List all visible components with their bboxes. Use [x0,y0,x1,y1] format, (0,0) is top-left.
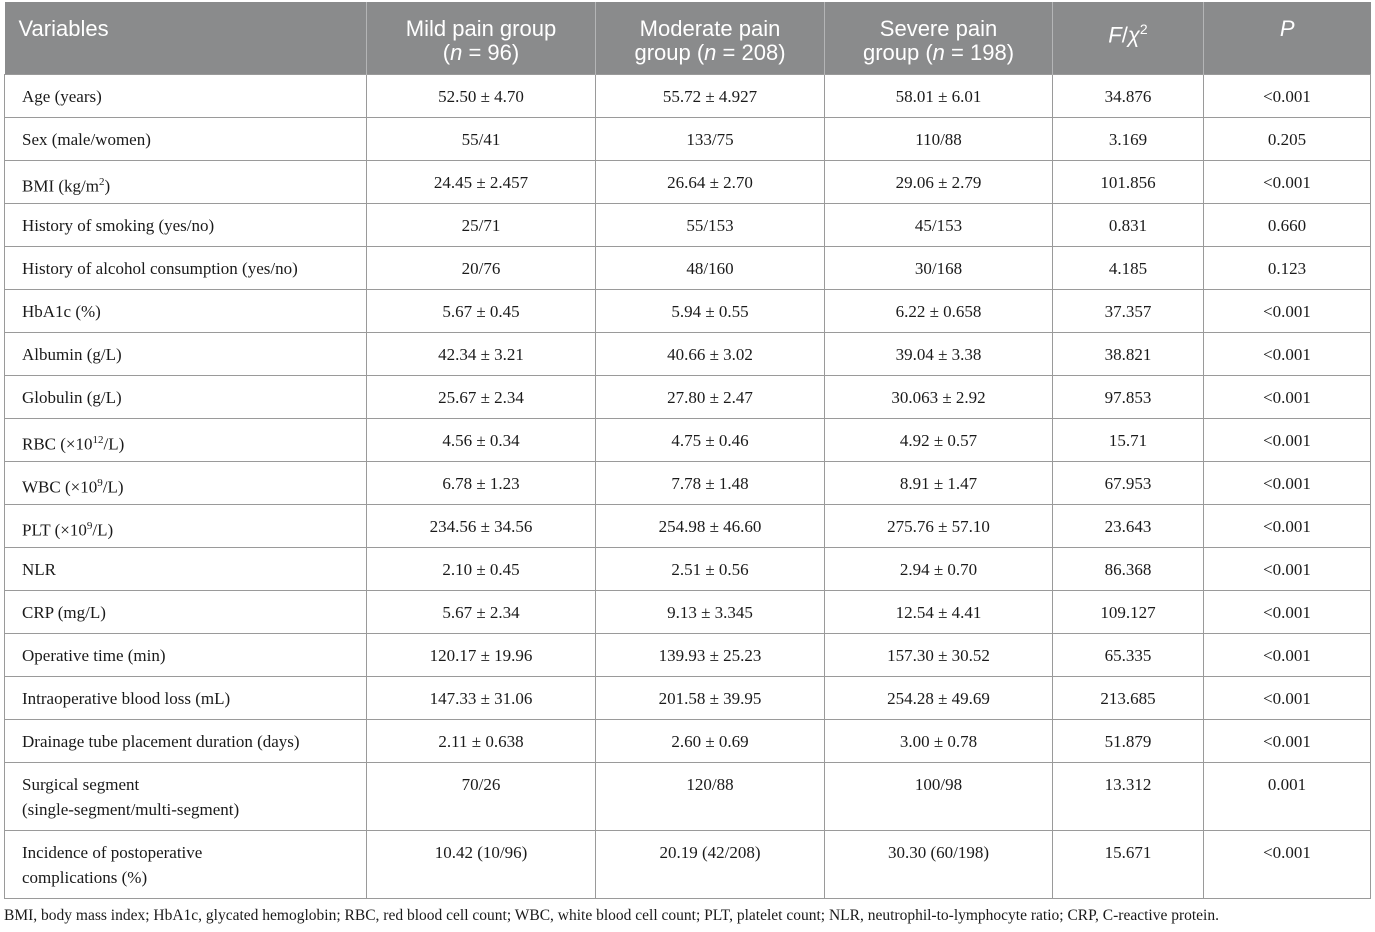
cell-p-value: 0.123 [1204,246,1371,289]
table-row [5,203,1371,246]
row-label: PLT $(\times 10^9/L)$ [5,504,367,547]
cell-statistic: 34.876 [1053,74,1204,117]
cell-mild: 24.45 ± 2.457 [367,160,596,203]
table-row [5,590,1371,633]
table-row [5,762,1371,830]
cell-severe: 157.30 ± 30.52 [825,633,1053,676]
cell-moderate: 27.80 ± 2.47 [596,375,825,418]
cell-p-value: <0.001 [1204,547,1371,590]
cell-severe: 39.04 ± 3.38 [825,332,1053,375]
cell-moderate: 55/153 [596,203,825,246]
row-label: Intraoperative blood loss (mL) [5,676,367,719]
cell-moderate: 4.75 ± 0.46 [596,418,825,461]
table-footnote: BMI, body mass index; HbA1c, glycated hemoglobin; RBC, red blood cell count; WBC, white blood cell count; PLT, platelet count; NLR, neutrophil-to-lymphocyte ratio; CRP, C-reactive protein. [4,906,1219,924]
row-label: HbA1c (%) [5,289,367,332]
cell-statistic: 51.879 [1053,719,1204,762]
table-row [5,830,1371,898]
row-label: Drainage tube placement duration (days) [5,719,367,762]
row-label: History of alcohol consumption (yes/no) [5,246,367,289]
cell-mild: 4.56 ± 0.34 [367,418,596,461]
cell-statistic: 86.368 [1053,547,1204,590]
cell-p-value: <0.001 [1204,332,1371,375]
cell-moderate: 55.72 ± 4.927 [596,74,825,117]
table-row [5,375,1371,418]
cell-statistic: 65.335 [1053,633,1204,676]
cell-statistic: 213.685 [1053,676,1204,719]
table-row [5,117,1371,160]
cell-moderate: 254.98 ± 46.60 [596,504,825,547]
row-label: Globulin (g/L) [5,375,367,418]
row-label: Incidence of postoperative complications (%) [5,830,367,898]
cell-p-value: <0.001 [1204,633,1371,676]
cell-moderate: 139.93 ± 25.23 [596,633,825,676]
cell-severe: 30/168 [825,246,1053,289]
cell-statistic: 23.643 [1053,504,1204,547]
cell-p-value: 0.205 [1204,117,1371,160]
header-mild: Mild pain group (n = 96) [367,2,596,74]
cell-statistic: 38.821 [1053,332,1204,375]
cell-mild: 25/71 [367,203,596,246]
table-row [5,160,1371,203]
cell-mild: 25.67 ± 2.34 [367,375,596,418]
cell-p-value: <0.001 [1204,590,1371,633]
header-statistic: $F/\chi^2$ [1053,2,1204,74]
cell-moderate: 26.64 ± 2.70 [596,160,825,203]
cell-statistic: 37.357 [1053,289,1204,332]
cell-severe: 30.063 ± 2.92 [825,375,1053,418]
cell-severe: 110/88 [825,117,1053,160]
cell-mild: 147.33 ± 31.06 [367,676,596,719]
table-row [5,676,1371,719]
table-row [5,332,1371,375]
cell-moderate: 133/75 [596,117,825,160]
cell-severe: 29.06 ± 2.79 [825,160,1053,203]
table-row [5,461,1371,504]
table-row [5,719,1371,762]
cell-statistic: 0.831 [1053,203,1204,246]
cell-p-value: <0.001 [1204,676,1371,719]
row-label: WBC $(\times 10^9/L)$ [5,461,367,504]
cell-severe: 8.91 ± 1.47 [825,461,1053,504]
cell-p-value: <0.001 [1204,719,1371,762]
cell-moderate: 48/160 [596,246,825,289]
cell-moderate: 120/88 [596,762,825,830]
table-row [5,504,1371,547]
cell-p-value: <0.001 [1204,830,1371,898]
row-label: History of smoking (yes/no) [5,203,367,246]
cell-severe: 2.94 ± 0.70 [825,547,1053,590]
cell-p-value: <0.001 [1204,160,1371,203]
row-label: Age (years) [5,74,367,117]
cell-severe: 254.28 ± 49.69 [825,676,1053,719]
cell-p-value: <0.001 [1204,504,1371,547]
cell-severe: 12.54 ± 4.41 [825,590,1053,633]
table-row [5,633,1371,676]
cell-mild: 120.17 ± 19.96 [367,633,596,676]
cell-mild: 70/26 [367,762,596,830]
cell-moderate: 40.66 ± 3.02 [596,332,825,375]
cell-severe: 3.00 ± 0.78 [825,719,1053,762]
cell-mild: 2.10 ± 0.45 [367,547,596,590]
data-table [4,2,1371,899]
cell-severe: 275.76 ± 57.10 [825,504,1053,547]
row-label: Albumin (g/L) [5,332,367,375]
cell-statistic: 67.953 [1053,461,1204,504]
cell-statistic: 101.856 [1053,160,1204,203]
cell-severe: 6.22 ± 0.658 [825,289,1053,332]
header-row [5,2,1371,74]
cell-p-value: <0.001 [1204,418,1371,461]
table-body [5,74,1371,898]
cell-moderate: 5.94 ± 0.55 [596,289,825,332]
table-row [5,547,1371,590]
row-label: RBC $(\times 10^{12}/L)$ [5,418,367,461]
row-label: NLR [5,547,367,590]
header-moderate: Moderate pain group (n = 208) [596,2,825,74]
cell-p-value: <0.001 [1204,461,1371,504]
header-p: P [1204,2,1371,74]
row-label: Surgical segment (single-segment/multi-segment) [5,762,367,830]
cell-statistic: 15.671 [1053,830,1204,898]
cell-moderate: 9.13 ± 3.345 [596,590,825,633]
row-label: BMI $(kg/m^2)$ [5,160,367,203]
cell-p-value: <0.001 [1204,375,1371,418]
cell-mild: 42.34 ± 3.21 [367,332,596,375]
header-variables: Variables [5,2,367,74]
table-row [5,246,1371,289]
row-label: Operative time (min) [5,633,367,676]
cell-mild: 5.67 ± 2.34 [367,590,596,633]
cell-mild: 5.67 ± 0.45 [367,289,596,332]
cell-mild: 6.78 ± 1.23 [367,461,596,504]
table-row [5,418,1371,461]
cell-p-value: 0.001 [1204,762,1371,830]
cell-moderate: 2.51 ± 0.56 [596,547,825,590]
table-container [4,2,1370,925]
cell-mild: 55/41 [367,117,596,160]
cell-p-value: <0.001 [1204,74,1371,117]
cell-p-value: 0.660 [1204,203,1371,246]
table-row [5,289,1371,332]
cell-statistic: 97.853 [1053,375,1204,418]
row-label: CRP (mg/L) [5,590,367,633]
cell-moderate: 2.60 ± 0.69 [596,719,825,762]
cell-statistic: 109.127 [1053,590,1204,633]
table-row [5,74,1371,117]
cell-statistic: 4.185 [1053,246,1204,289]
cell-severe: 4.92 ± 0.57 [825,418,1053,461]
cell-mild: 2.11 ± 0.638 [367,719,596,762]
cell-mild: 234.56 ± 34.56 [367,504,596,547]
cell-severe: 45/153 [825,203,1053,246]
cell-moderate: 201.58 ± 39.95 [596,676,825,719]
cell-p-value: <0.001 [1204,289,1371,332]
cell-mild: 52.50 ± 4.70 [367,74,596,117]
row-label: Sex (male/women) [5,117,367,160]
header-severe: Severe pain group (n = 198) [825,2,1053,74]
cell-mild: 20/76 [367,246,596,289]
cell-statistic: 13.312 [1053,762,1204,830]
cell-mild: 10.42 (10/96) [367,830,596,898]
cell-moderate: 20.19 (42/208) [596,830,825,898]
cell-statistic: 15.71 [1053,418,1204,461]
cell-moderate: 7.78 ± 1.48 [596,461,825,504]
cell-statistic: 3.169 [1053,117,1204,160]
cell-severe: 30.30 (60/198) [825,830,1053,898]
cell-severe: 100/98 [825,762,1053,830]
cell-severe: 58.01 ± 6.01 [825,74,1053,117]
